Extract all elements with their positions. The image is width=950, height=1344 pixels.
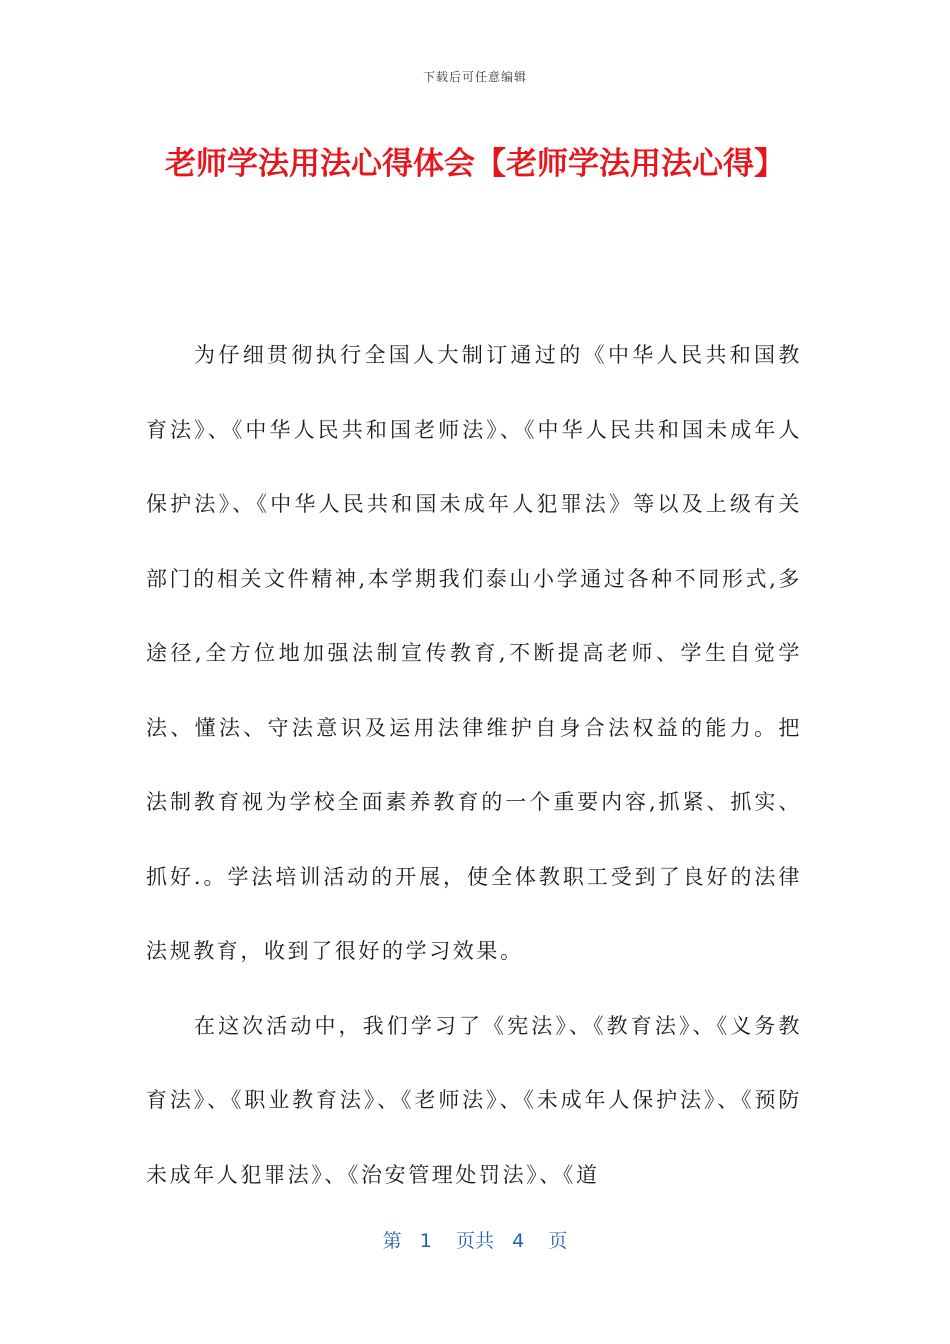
page-middle: 页共 xyxy=(455,1230,494,1252)
page-suffix: 页 xyxy=(548,1230,568,1252)
current-page-number: 1 xyxy=(419,1230,432,1252)
page-footer xyxy=(0,1226,950,1253)
total-pages-number: 4 xyxy=(512,1230,525,1252)
document-title: 老师学法用法心得体会【老师学法用法心得】 xyxy=(165,146,785,182)
paragraph-2: 在这次活动中，我们学习了《宪法》、《教育法》、《义务教育法》、《职业教育法》、《老师法》、《未成年人保护法》、《预防未成年人犯罪法》、《治安管理处罚法》、《道 xyxy=(146,1013,802,1187)
page-prefix: 第 xyxy=(382,1230,402,1252)
document-body xyxy=(146,318,802,1212)
paragraph-1: 为仔细贯彻执行全国人大制订通过的《中华人民共和国教育法》、《中华人民共和国老师法》、《中华人民共和国未成年人保护法》、《中华人民共和国未成年人犯罪法》等以及上级有关部门的相关文件精神,本学期我们泰山小学通过各种不同形式,多途径,全方位地加强法制宣传教育,不断提高老师、学生自觉学法、懂法、守法意识及运用法律维护自身合法权益的能力。把法制教育视为学校全面素养教育的一个重要内容,抓紧、抓实、抓好.。学法培训活动的开展，使全体教职工受到了良好的法律法规教育，收到了很好的学习效果。 xyxy=(146,343,802,963)
header-note: 下载后可任意编辑 xyxy=(422,70,527,84)
